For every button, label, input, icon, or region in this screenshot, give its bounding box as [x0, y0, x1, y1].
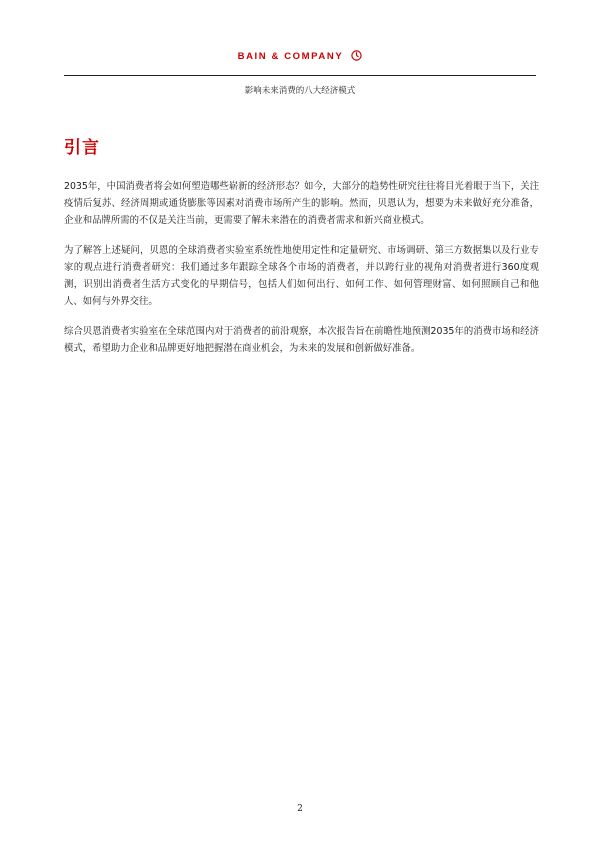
- report-subtitle: 影响未来消费的八大经济模式: [244, 86, 356, 96]
- brand-logo-text: BAIN & COMPANY: [237, 51, 344, 62]
- header-divider: [64, 75, 536, 76]
- body-text: [64, 178, 539, 370]
- brand-logo: [0, 50, 600, 64]
- paragraph: 为了解答上述疑问，贝恩的全球消费者实验室系统性地使用定性和定量研究、市场调研、第三方数据集以及行业专家的观点进行消费者研究：我们通过多年跟踪全球各个市场的消费者，并以跨行业的视角对消费者进行360度观测，识别出消费者生活方式变化的早期信号，包括人们如何出行、如何工作、如何管理财富、如何照顾自己和他人、如何与外界交往。: [64, 245, 539, 307]
- bain-radar-logo-icon: [351, 50, 362, 64]
- paragraph: 综合贝恩消费者实验室在全球范围内对于消费者的前沿观察，本次报告旨在前瞻性地预测2035年的消费市场和经济模式，希望助力企业和品牌更好地把握潜在商业机会，为未来的发展和创新做好准备。: [64, 326, 539, 354]
- section-title: 引言: [64, 138, 100, 158]
- paragraph: 2035年，中国消费者将会如何塑造哪些崭新的经济形态？如今，大部分的趋势性研究往往将目光着眼于当下，关注疫情后复苏、经济周期或通货膨胀等因素对消费市场所产生的影响。然而，贝恩认为，想要为未来做好充分准备，企业和品牌所需的不仅是关注当前，更需要了解未来潜在的消费者需求和新兴商业模式。: [64, 181, 539, 226]
- page-number: 2: [297, 804, 303, 814]
